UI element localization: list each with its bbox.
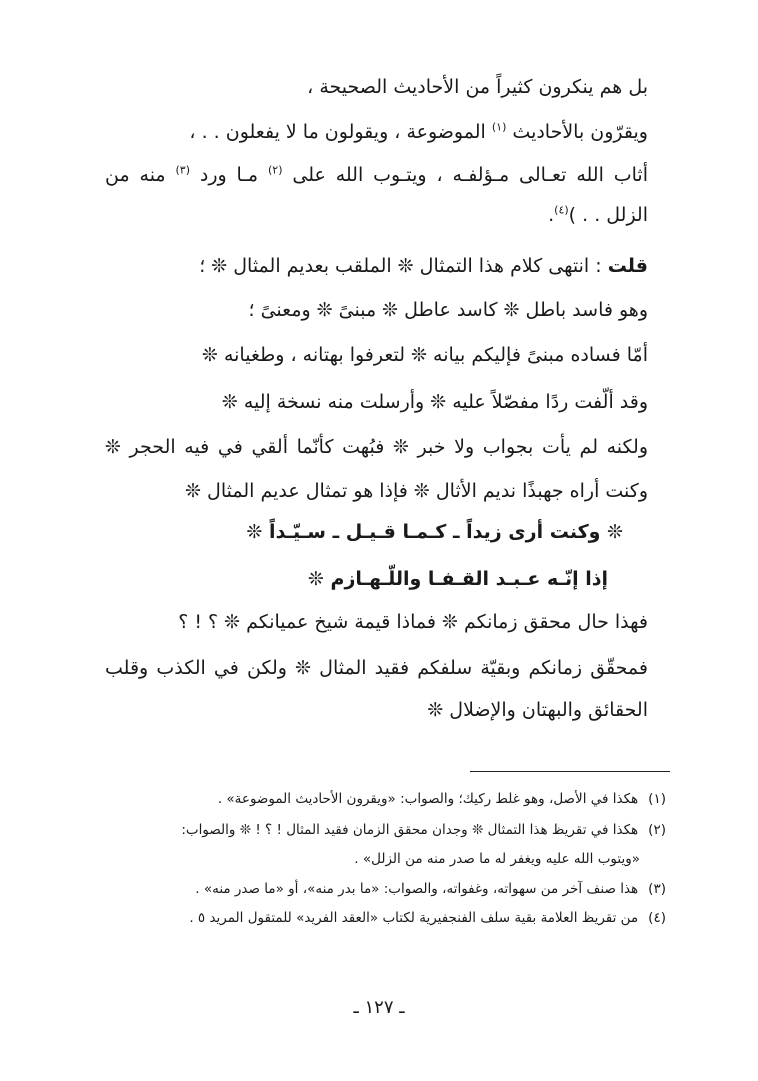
poem-1-text: ❊ وكنت أرى زيداً ـ كـمـا قـيـل ـ سـيّـداً ❊ [246,521,623,543]
verse-6-text: فهذا حال محقق زمانكم ❊ فماذا قيمة شيخ عميانكم ❊ ؟ ! ؟ [178,611,648,633]
verse-line-7 [105,655,648,681]
qult-label: قلت [607,255,648,277]
text-line-3 [105,162,648,188]
footnote-3-number: (٣) [648,881,666,897]
poem-2-text: إذا إنّـه عـبـد القـفـا واللّـهـازم ❊ [308,568,608,590]
footnote-4-number: (٤) [648,910,666,926]
verse-line-3 [222,389,648,415]
footnote-1-text: هكذا في الأصل، وهو غلط ركيك؛ والصواب: «ويقرون الأحاديث الموضوعة» . [217,791,639,807]
verse-5-text: وكنت أراه جهبذًا نديم الأثال ❊ فإذا هو تمثال عديم المثال ❊ [185,480,648,502]
verse-3-text: وقد ألّفت ردًا مفصّلاً عليه ❊ وأرسلت منه نسخة إليه ❊ [221,391,648,413]
footnote-2-continued [354,849,640,869]
footnote-2-continued-text: «ويتوب الله عليه ويغفر له ما صدر منه من الزلل» . [354,851,640,867]
footnote-1-number: (١) [648,791,666,807]
line-3-part-c: منه من [105,164,166,186]
line-4-part-a: الزلل . . ) [568,204,648,226]
line-3-part-b: مـا ورد [199,164,259,186]
verse-7-text: فمحقّق زمانكم وبقيّة سلفكم فقيد المثال ❊ ولكن في الكذب وقلب [105,657,648,679]
verse-8-text: الحقائق والبهتان والإضلال ❊ [427,699,648,721]
footnote-ref-4[interactable]: (٤) [554,203,569,217]
qult-text: : انتهى كلام هذا التمثال ❊ الملقب بعديم المثال ❊ ؛ [199,255,602,277]
footnote-2-text: هكذا في تقريظ هذا التمثال ❊ وجدان محقق الزمان فقيد المثال ! ؟ ! ❊ والصواب: [181,822,639,838]
footnote-1 [218,789,666,809]
line-1-text: بل هم ينكرون كثيراً من الأحاديث الصحيحة ، [307,76,648,98]
verse-1-text: وهو فاسد باطل ❊ كاسد عاطل ❊ مبنىً ❊ ومعنىً ؛ [248,299,648,321]
footnote-ref-1[interactable]: (١) [491,120,507,134]
footnote-2 [181,820,666,840]
footnote-4-text: من تقريظ العلامة بقية سلف الفنجفيرية لكتاب «العقد الفريد» للمتقول المريد ٥ . [189,910,639,926]
verse-line-2 [202,342,648,368]
verse-line-8 [427,697,648,723]
verse-line-1 [249,297,649,323]
footnote-ref-3[interactable]: (٣) [175,163,190,177]
poem-line-1 [247,519,623,545]
verse-line-4 [105,434,648,460]
line-2-part-b: الموضوعة ، ويقولون ما لا يفعلون . . ، [189,121,486,143]
line-4-part-b: . [548,204,555,226]
footnote-3-text: هذا صنف آخر من سهواته، وغفواته، والصواب: «ما بدر منه»، أو «ما صدر منه» . [195,881,639,897]
footnote-ref-2[interactable]: (٢) [267,163,283,177]
poem-line-2 [308,566,608,592]
line-2-part-a: ويقرّون بالأحاديث [512,121,648,143]
text-line-2 [189,119,648,145]
footnote-2-number: (٢) [648,822,666,838]
page-number: ـ ١٢٧ ـ [353,997,405,1018]
footnote-3 [195,879,666,899]
verse-line-6 [178,609,648,635]
footnote-4 [189,908,666,928]
verse-line-5 [185,478,648,504]
text-line-4 [548,202,648,228]
verse-2-text: أمّا فساده مبنىً فإليكم بيانه ❊ لتعرفوا بهتانه ، وطغيانه ❊ [202,344,648,366]
verse-4-text: ولكنه لم يأت بجواب ولا خبر ❊ فبُهت كأنّما ألقي في فيه الحجر ❊ [105,436,648,458]
text-line-1 [307,74,648,100]
qult-line [199,253,648,279]
line-3-part-a: أثاب الله تعـالى مـؤلفـه ، ويتـوب الله على [292,164,648,186]
footnote-separator [470,771,670,772]
